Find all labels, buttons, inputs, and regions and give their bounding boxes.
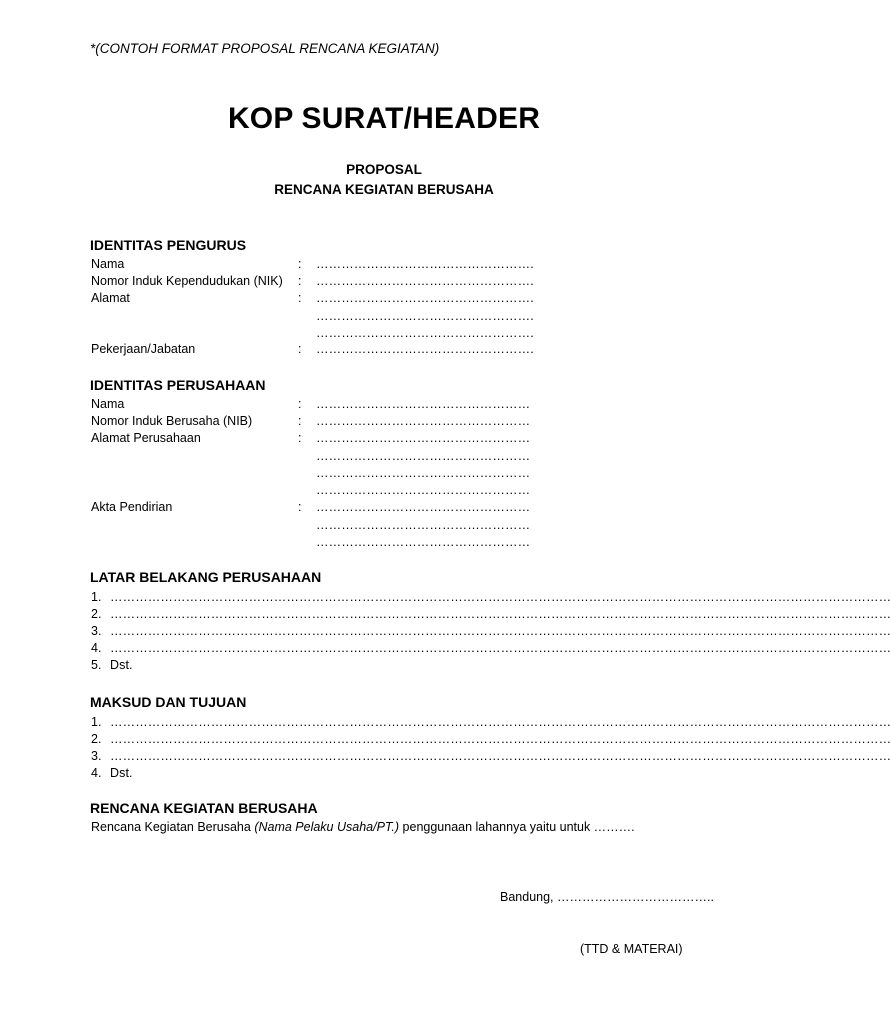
proposal-label: PROPOSAL <box>346 162 422 177</box>
pengurus-jabatan-label: Pekerjaan/Jabatan <box>91 342 196 356</box>
maksud-dst: Dst. <box>110 766 133 780</box>
colon: : <box>298 397 302 411</box>
perusahaan-alamat-field-4: …………………………………………… <box>316 483 531 497</box>
maksud-number-3: 3. <box>91 749 102 763</box>
maksud-line-3: …………………………………………………………………………………………………………………………………………………………………… <box>110 749 891 763</box>
colon: : <box>298 291 302 305</box>
maksud-number-1: 1. <box>91 715 102 729</box>
colon: : <box>298 257 302 271</box>
maksud-number-4: 4. <box>91 766 102 780</box>
latar-line-2: …………………………………………………………………………………………………………………………………………………………………… <box>110 607 891 621</box>
latar-line-3: …………………………………………………………………………………………………………………………………………………………………… <box>110 624 891 638</box>
rencana-text-a: Rencana Kegiatan Berusaha <box>91 820 255 834</box>
latar-number-5: 5. <box>91 658 102 672</box>
rencana-text <box>91 820 635 834</box>
colon: : <box>298 342 302 356</box>
rencana-text-italic: (Nama Pelaku Usaha/PT.) <box>254 820 400 834</box>
latar-number-2: 2. <box>91 607 102 621</box>
perusahaan-akta-label: Akta Pendirian <box>91 500 173 514</box>
rencana-text-c: penggunaan lahannya yaitu untuk ………. <box>399 820 635 834</box>
pengurus-jabatan-field: ……………………………………………. <box>316 342 534 356</box>
perusahaan-alamat-field-3: …………………………………………… <box>316 466 531 480</box>
perusahaan-akta-field-3: …………………………………………… <box>316 535 531 549</box>
pengurus-alamat-field: ……………………………………………. <box>316 291 534 305</box>
perusahaan-alamat-field: …………………………………………… <box>316 431 531 445</box>
latar-line-4: …………………………………………………………………………………………………………………………………………………………………… <box>110 641 891 655</box>
colon: : <box>298 431 302 445</box>
perusahaan-alamat-label: Alamat Perusahaan <box>91 431 201 445</box>
latar-number-3: 3. <box>91 624 102 638</box>
perusahaan-heading: IDENTITAS PERUSAHAAN <box>90 377 266 393</box>
colon: : <box>298 274 302 288</box>
pengurus-nik-label: Nomor Induk Kependudukan (NIK) <box>91 274 283 288</box>
place-date-line: Bandung, ……………………………….. <box>500 890 714 904</box>
maksud-heading: MAKSUD DAN TUJUAN <box>90 694 247 710</box>
perusahaan-nama-label: Nama <box>91 397 125 411</box>
pengurus-heading: IDENTITAS PENGURUS <box>90 237 247 253</box>
pengurus-nama-field: ……………………………………………. <box>316 257 534 271</box>
pengurus-alamat-label: Alamat <box>91 291 130 305</box>
maksud-line-1: …………………………………………………………………………………………………………………………………………………………………… <box>110 715 891 729</box>
colon: : <box>298 500 302 514</box>
proposal-subtitle: RENCANA KEGIATAN BERUSAHA <box>274 182 494 197</box>
pengurus-nama-label: Nama <box>91 257 125 271</box>
signature-stamp-label: (TTD & MATERAI) <box>580 942 683 956</box>
format-note: *(CONTOH FORMAT PROPOSAL RENCANA KEGIATAN) <box>90 41 440 56</box>
rencana-heading: RENCANA KEGIATAN BERUSAHA <box>90 800 318 816</box>
pengurus-alamat-field-2: ……………………………………………. <box>316 309 534 323</box>
perusahaan-alamat-field-2: …………………………………………… <box>316 449 531 463</box>
perusahaan-akta-field-2: …………………………………………… <box>316 518 531 532</box>
latar-dst: Dst. <box>110 658 133 672</box>
pengurus-alamat-field-3: ……………………………………………. <box>316 326 534 340</box>
latar-heading: LATAR BELAKANG PERUSAHAAN <box>90 569 322 585</box>
latar-number-4: 4. <box>91 641 102 655</box>
latar-number-1: 1. <box>91 590 102 604</box>
perusahaan-nib-field: …………………………………………… <box>316 414 531 428</box>
pengurus-nik-field: ……………………………………………. <box>316 274 534 288</box>
perusahaan-nib-label: Nomor Induk Berusaha (NIB) <box>91 414 253 428</box>
latar-line-1: …………………………………………………………………………………………………………………………………………………………………… <box>110 590 891 604</box>
letterhead-title: KOP SURAT/HEADER <box>227 102 541 135</box>
maksud-line-2: …………………………………………………………………………………………………………………………………………………………………… <box>110 732 891 746</box>
perusahaan-akta-field: …………………………………………… <box>316 500 531 514</box>
maksud-number-2: 2. <box>91 732 102 746</box>
colon: : <box>298 414 302 428</box>
perusahaan-nama-field: …………………………………………… <box>316 397 531 411</box>
